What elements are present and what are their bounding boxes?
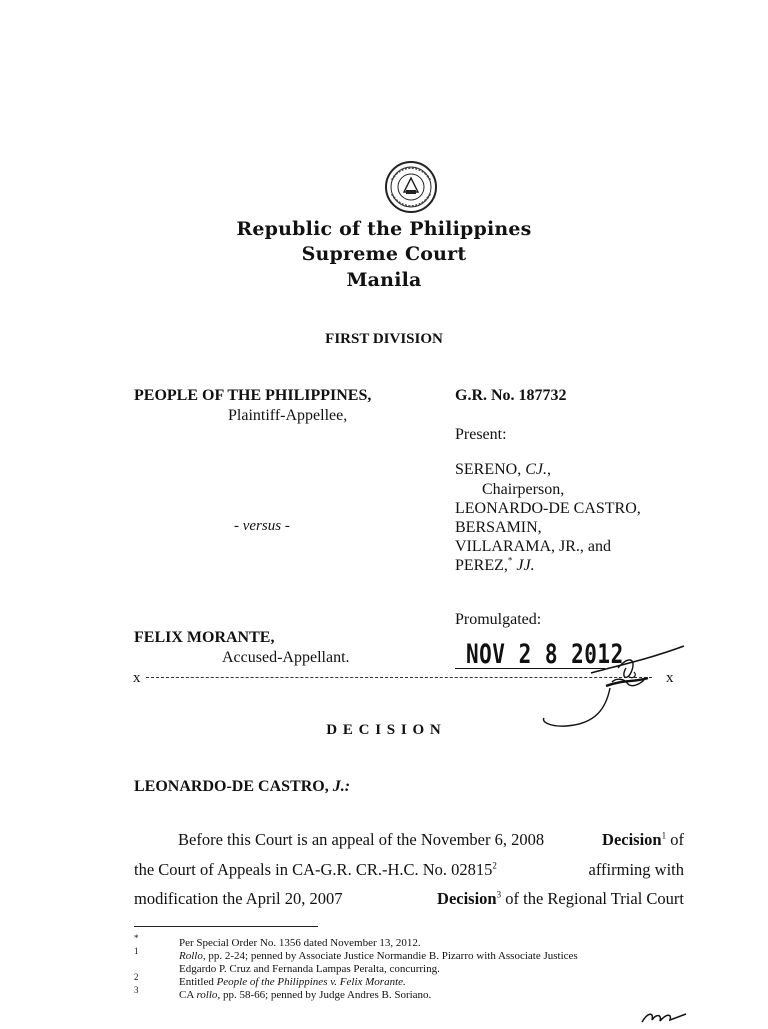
ponente: LEONARDO-DE CASTRO, J.: (134, 778, 351, 795)
header-supreme-court: Supreme Court (301, 243, 467, 265)
plaintiff-name: PEOPLE OF THE PHILIPPINES, (134, 387, 372, 404)
justice-leonardo-de-castro: LEONARDO-DE CASTRO, (455, 500, 641, 517)
page-initials (640, 1010, 690, 1029)
footnote-1: Rollo, pp. 2-24; penned by Associate Justice Normandie B. Pizarro with Associate Justices (179, 950, 578, 962)
present-label: Present: (455, 426, 507, 443)
justice-villarama: VILLARAMA, JR., and (455, 538, 611, 555)
versus-label: - versus - (234, 518, 290, 534)
footnote-mark-star: * (134, 933, 139, 943)
decision-title: D E C I S I O N (326, 722, 442, 738)
footnote-star: Per Special Order No. 1356 dated November 13, 2012. (179, 937, 421, 949)
plaintiff-role: Plaintiff-Appellee, (228, 407, 348, 424)
body-line-2: the Court of Appeals in CA-G.R. CR.-H.C. No. 02815$^2$ affirming with (134, 860, 684, 879)
promulgated-label: Promulgated: (455, 611, 542, 628)
separator-left-x: x (133, 670, 141, 686)
justice-bersamin: BERSAMIN, (455, 519, 542, 536)
footnote-2: Entitled People of the Philippines v. Felix Morante. (179, 976, 406, 988)
supreme-court-seal (384, 160, 438, 214)
footnote-1-continued: Edgardo P. Cruz and Fernanda Lampas Peralta, concurring. (179, 963, 440, 975)
footnote-mark-3: 3 (134, 985, 139, 995)
justice-sereno: SERENO, CJ., (455, 461, 552, 478)
promulgated-date-stamp: NOV 2 8 2012 (466, 639, 624, 669)
footnote-separator (134, 926, 318, 927)
justice-chairperson: Chairperson, (482, 481, 565, 498)
justice-perez: PEREZ,* JJ. (455, 555, 535, 574)
body-line-1: Before this Court is an appeal of the November 6, 2008 Decision$^1$ of (178, 830, 684, 849)
accused-role: Accused-Appellant. (222, 649, 350, 666)
header-manila: Manila (346, 269, 422, 291)
footnote-mark-1: 1 (134, 946, 139, 956)
separator-right-x: x (666, 670, 674, 686)
clerk-signature (536, 638, 686, 735)
footnote-3: CA rollo, pp. 58-66; penned by Judge Andres B. Soriano. (179, 989, 432, 1001)
body-line-3: modification the April 20, 2007 Decision$^3$ of the Regional Trial Court (134, 889, 684, 908)
division-title: FIRST DIVISION (325, 331, 443, 347)
header-republic: Republic of the Philippines (236, 218, 532, 240)
footnote-mark-2: 2 (134, 972, 139, 982)
gr-number: G.R. No. 187732 (455, 387, 567, 404)
accused-name: FELIX MORANTE, (134, 629, 275, 646)
